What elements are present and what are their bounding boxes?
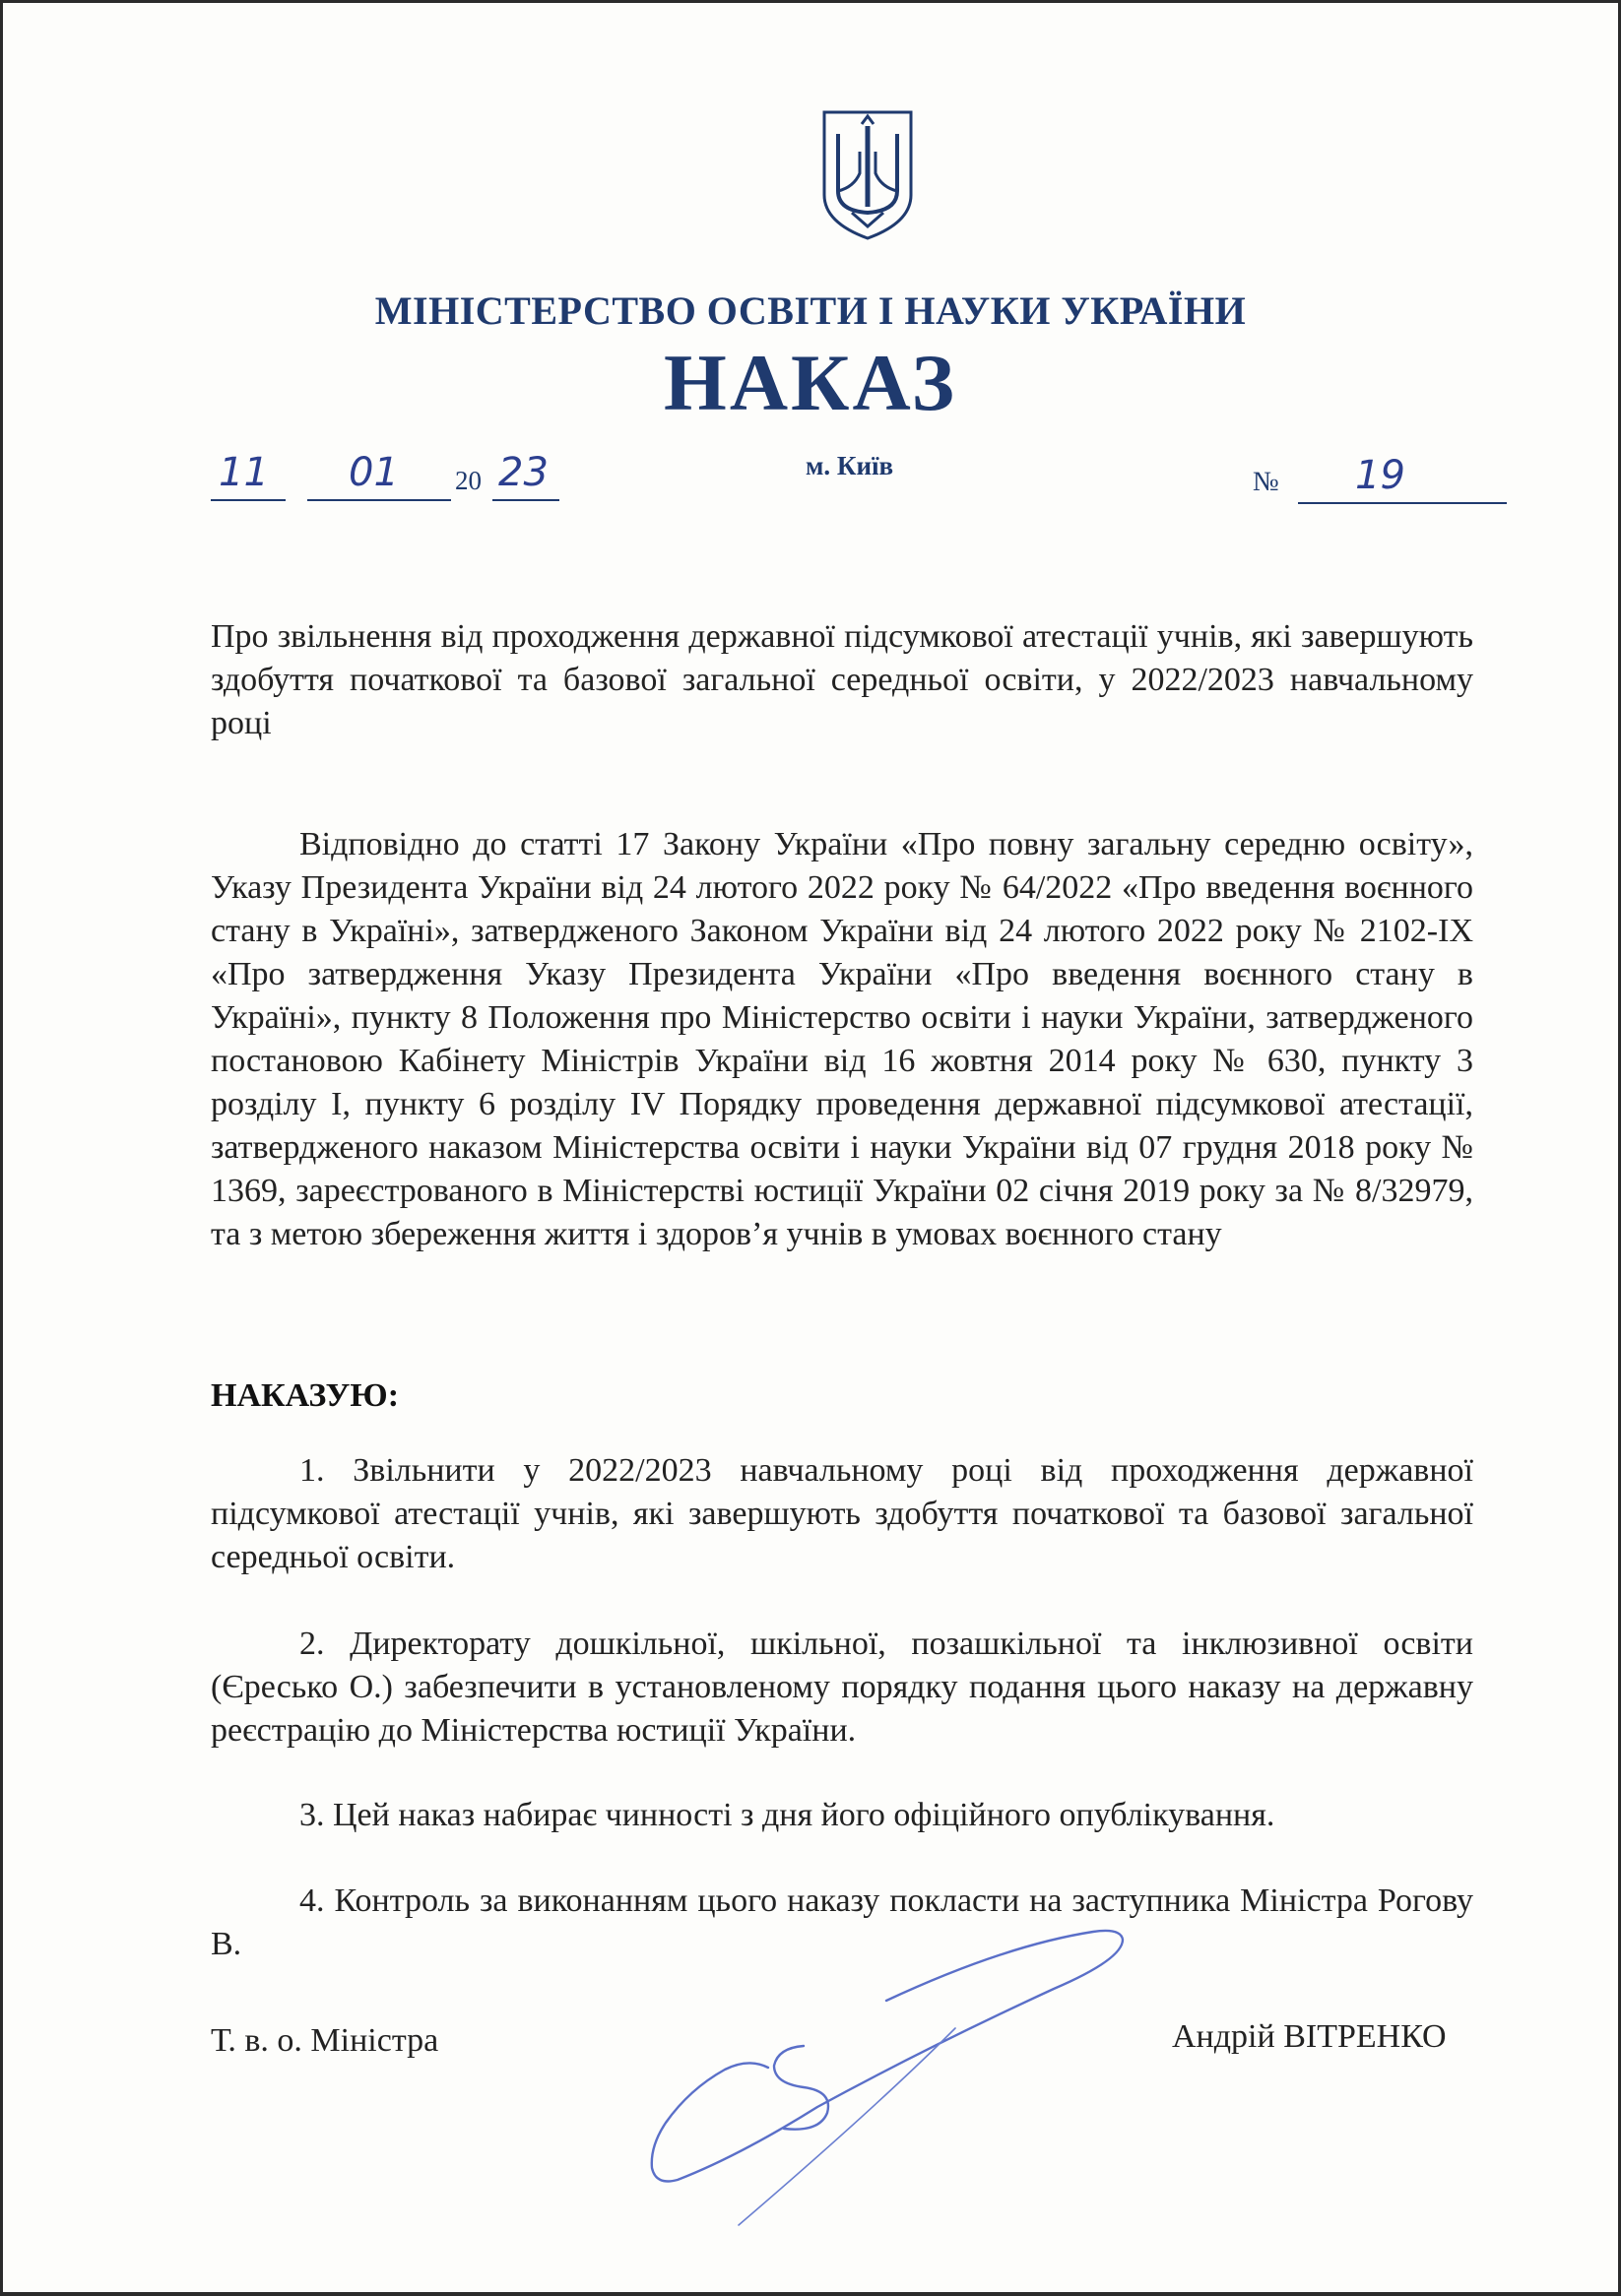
date-year-suffix: 23 (498, 450, 549, 495)
date-day-line (211, 499, 286, 501)
number-value: 19 (1355, 453, 1405, 498)
number-line (1298, 502, 1507, 504)
order-item-1: 1. Звільнити у 2022/2023 навчальному році від проходження державної підсумкової атестації учнів, які завершують здобуття початкової та базової загальної середньої освіти. (211, 1452, 1473, 1575)
order-item-2: 2. Директорату дошкільної, шкільної, позашкільної та інклюзивної освіти (Єресько О.) забезпечити в установленому порядку подання цього наказу на державну реєстрацію до Міністерства юстиції України. (211, 1626, 1473, 1749)
document-city: м. Київ (806, 451, 894, 480)
number-sign: № (1253, 467, 1279, 497)
document-number (1253, 453, 1507, 512)
order-heading: НАКАЗУЮ: (211, 1377, 400, 1414)
date-month: 01 (349, 450, 399, 495)
date-day: 11 (219, 450, 269, 495)
trident-emblem-icon (818, 108, 917, 242)
order-item-4: 4. Контроль за виконанням цього наказу покласти на заступника Міністра Рогову В. (211, 1882, 1473, 1962)
date-month-line (307, 499, 451, 501)
document-date (211, 448, 585, 507)
document-title: НАКАЗ (664, 338, 957, 427)
scan-border-top (0, 0, 1621, 3)
scan-border-bottom (0, 2292, 1621, 2296)
ministry-name: МІНІСТЕРСТВО ОСВІТИ І НАУКИ УКРАЇНИ (374, 288, 1247, 333)
order-subject: Про звільнення від проходження державної підсумкової атестації учнів, які завершують здобуття початкової та базової загальної середньої освіти, у 2022/2023 навчальному році (211, 618, 1473, 741)
signatory-name: Андрій ВІТРЕНКО (1172, 2018, 1447, 2055)
date-year-line (492, 499, 559, 501)
handwritten-signature (630, 1910, 1162, 2235)
date-year-prefix: 20 (455, 466, 482, 495)
legal-basis-paragraph: Відповідно до статті 17 Закону України «Про повну загальну середню освіту», Указу Президента України від 24 лютого 2022 року № 64/2022 «Про введення воєнного стану в Україні», затвердженого Законом України від 24 лютого 2022 року № 2102-IX «Про затвердження Указу Президента України «Про введення воєнного стану в Україні», пункту 8 Положення про Міністерство освіти і науки України, затвердженого постановою Кабінету Міністрів України від 16 жовтня 2014 року № 630, пункту 3 розділу I, пункту 6 розділу IV Порядку проведення державної підсумкової атестації, затвердженого наказом Міністерства освіти і науки України від 07 грудня 2018 року № 1369, зареєстрованого в Міністерстві юстиції України 02 січня 2019 року за № 8/32979, та з метою збереження життя і здоров’я учнів в умовах воєнного стану (211, 826, 1473, 1252)
signatory-title: Т. в. о. Міністра (211, 2022, 439, 2059)
order-item-3: 3. Цей наказ набирає чинності з дня його офіційного опублікування. (299, 1797, 1275, 1833)
